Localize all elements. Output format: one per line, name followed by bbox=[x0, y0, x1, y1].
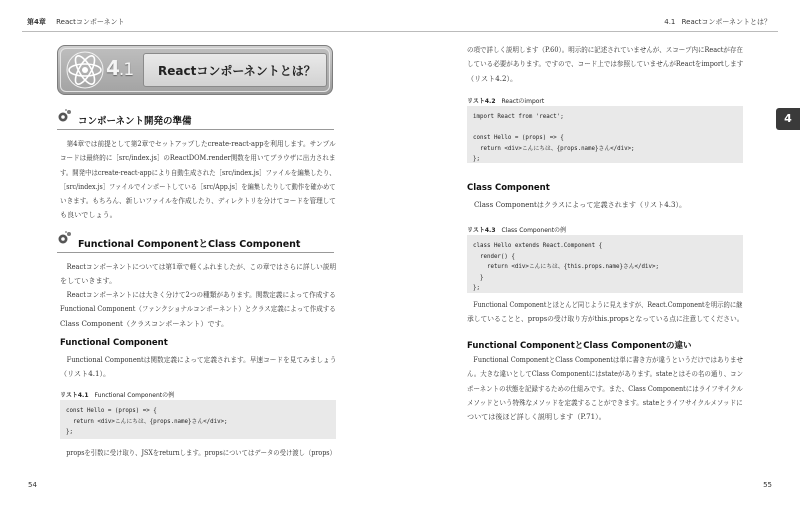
bullet-dots-icon bbox=[57, 230, 72, 245]
listing-caption: リスト4.3 Class Componentの例 bbox=[467, 227, 567, 234]
right-page bbox=[400, 0, 800, 505]
section-number-label: 4.1 bbox=[664, 18, 676, 26]
listing-caption: リスト4.1 Functional Componentの例 bbox=[60, 392, 175, 399]
heading-differences: Functional ComponentとClass Componentの違い bbox=[467, 341, 692, 351]
cc-explanation-paragraph: Functional Componentとほとんど同じように見えますが、React.Componentを明示的に継 承していることと、propsの受け取り方がthis.propsとなっている点に注意してください。 bbox=[467, 300, 744, 324]
subsection-rule bbox=[57, 129, 334, 130]
prep-paragraph: 第4章では前提として第2章でセットアップしたcreate-react-appを利用します。サンプル コードは最終的に［src/index.js］のReactDOM.render関数を用いてブラウザに出力されま す。開発中はcreate-react-appにより自動生成された［src/index.js］ファイルを編集したり、 ［src/index.js］ファイルでインポートしている［src/App.js］を編集したりして動作を確かめて いきます。もちろん、新しいファイルを作成したり、ディレクトリを分けてコードを管理して も良いでしょう。 bbox=[60, 139, 336, 220]
running-head bbox=[27, 17, 125, 27]
subsection-rule bbox=[57, 252, 334, 253]
chapter-title: Reactコンポーネント bbox=[56, 18, 125, 26]
fc-paragraph: Functional Componentは関数定義によって定義されます。早速コードを見てみましょう （リスト4.1）。 bbox=[60, 355, 337, 379]
header-rule bbox=[22, 31, 400, 32]
differences-paragraph: Functional ComponentとClass Componentは単に書き方が違うというだけではありませ ん。大きな違いとしてClass Componentにはstateがあります。stateとはその名の通り、コン ポーネントの状態を記録するための仕組みです。また、Class Componentにはライフサイクル メソッドという特殊なメソッドを定義することができます。stateとライフサイクルメソッドに ついては後ほど詳しく説明します（P.71）。 bbox=[467, 355, 744, 422]
code-listing-4-2: import React from 'react'; const Hello = (props) => { return <div>こんにちは、{props.name}さん</div>; }; bbox=[467, 106, 743, 163]
types-paragraph: Reactコンポーネントには大きく分けて2つの種類があります。関数定義によって作成する Functional Component（ファンクショナルコンポーネント）とクラス定義によって作成する Class Component（クラスコンポーネント）です。 bbox=[60, 290, 336, 328]
subsection-heading-fc-cc: Functional ComponentとClass Component bbox=[78, 239, 301, 250]
chapter-label: 第4章 bbox=[27, 18, 46, 26]
bullet-dots-icon bbox=[57, 108, 72, 123]
code-listing-4-1: const Hello = (props) => { return <div>こんにちは、{props.name}さん</div>; }; bbox=[60, 400, 336, 439]
section-banner bbox=[57, 45, 333, 95]
section-number: 4.1 bbox=[106, 56, 134, 80]
page-number: 55 bbox=[763, 481, 772, 489]
react-atom-icon bbox=[65, 50, 105, 90]
page-number: 54 bbox=[28, 481, 37, 489]
cc-paragraph: Class Componentはクラスによって定義されます（リスト4.3）。 bbox=[474, 200, 687, 209]
heading-functional-component: Functional Component bbox=[60, 338, 168, 348]
listing-caption: リスト4.2 Reactのimport bbox=[467, 98, 545, 105]
running-head bbox=[664, 17, 771, 27]
header-rule bbox=[400, 31, 778, 32]
section-title: Reactコンポーネントとは？ bbox=[158, 64, 316, 78]
intro-continued-paragraph: の項で詳しく説明します（P.60）。明示的に記述されていませんが、スコープ内にReactが存在 している必要があります。ですので、コード上では参照していませんがReactをimportします （リスト4.2）。 bbox=[467, 45, 744, 83]
chapter-tab: 4 bbox=[776, 108, 800, 130]
subsection-heading-prep: コンポーネント開発の準備 bbox=[78, 116, 192, 127]
code-listing-4-3: class Hello extends React.Component { render() { return <div>こんにちは、{this.props.name}さん</div>; } }; bbox=[467, 235, 743, 293]
intro-paragraph: Reactコンポーネントについては第1章で軽くふれましたが、この章ではさらに詳しい説明 をしていきます。 bbox=[60, 262, 337, 286]
props-paragraph: propsを引数に受け取り、JSXをreturnします。propsについてはデータの受け渡し（props） bbox=[66, 448, 336, 457]
section-title-label: Reactコンポーネントとは？ bbox=[681, 18, 771, 26]
heading-class-component: Class Component bbox=[467, 183, 550, 193]
